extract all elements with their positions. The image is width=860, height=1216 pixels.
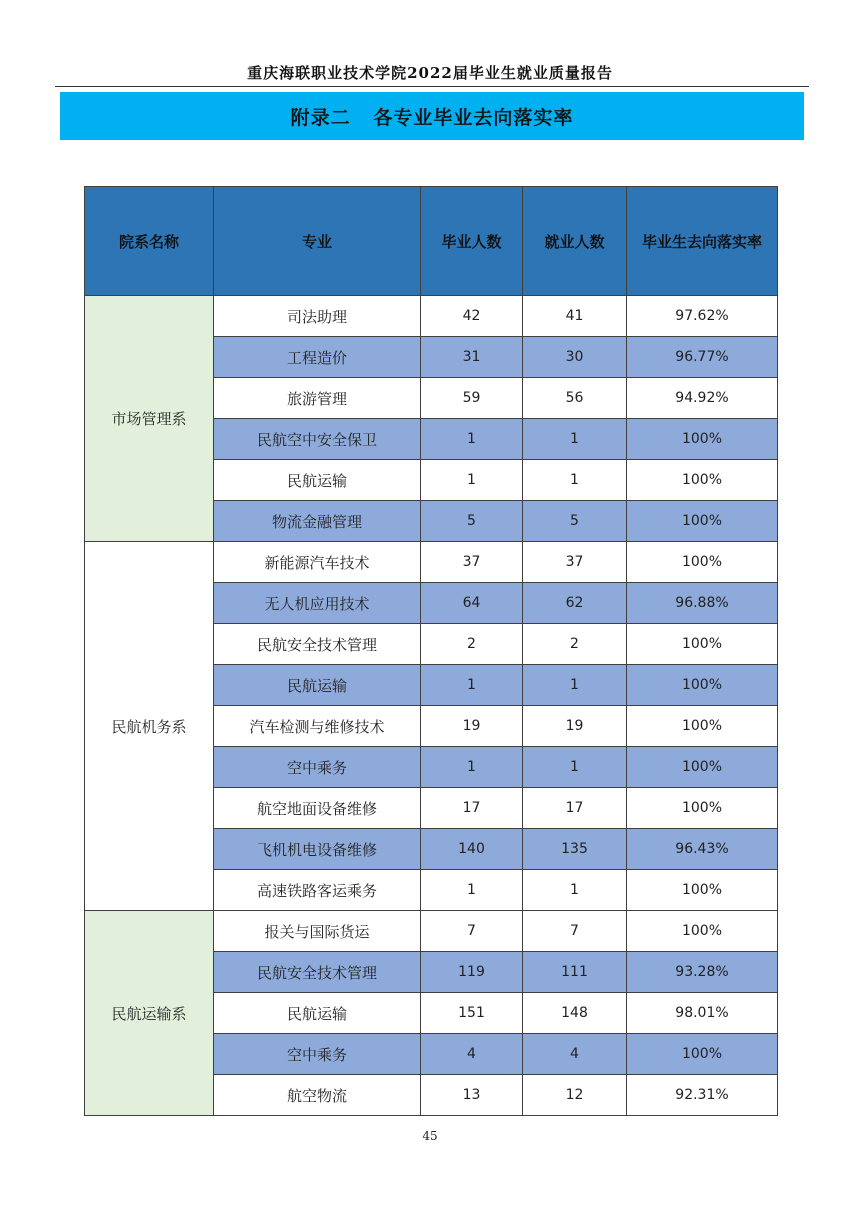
graduates-cell: 1 (421, 460, 523, 501)
section-title: 附录二 各专业毕业去向落实率 (290, 106, 574, 129)
major-cell: 司法助理 (214, 296, 421, 337)
graduates-cell: 2 (421, 624, 523, 665)
employed-cell: 1 (523, 419, 627, 460)
employed-cell: 148 (523, 993, 627, 1034)
rate-cell: 93.28% (627, 952, 778, 993)
major-cell: 民航安全技术管理 (214, 624, 421, 665)
rate-cell: 100% (627, 747, 778, 788)
major-cell: 工程造价 (214, 337, 421, 378)
graduates-cell: 5 (421, 501, 523, 542)
rate-cell: 100% (627, 911, 778, 952)
major-cell: 高速铁路客运乘务 (214, 870, 421, 911)
major-cell: 报关与国际货运 (214, 911, 421, 952)
graduates-cell: 151 (421, 993, 523, 1034)
table-header-row (85, 187, 778, 296)
employed-cell: 19 (523, 706, 627, 747)
header-rule (55, 86, 809, 87)
graduates-cell: 1 (421, 747, 523, 788)
employed-cell: 62 (523, 583, 627, 624)
major-cell: 民航安全技术管理 (214, 952, 421, 993)
rate-cell: 97.62% (627, 296, 778, 337)
major-cell: 民航空中安全保卫 (214, 419, 421, 460)
rate-cell: 100% (627, 706, 778, 747)
employed-cell: 56 (523, 378, 627, 419)
major-cell: 空中乘务 (214, 747, 421, 788)
employed-cell: 5 (523, 501, 627, 542)
running-header: 重庆海联职业技术学院2022届毕业生就业质量报告 (247, 64, 613, 82)
rate-cell: 100% (627, 1034, 778, 1075)
graduates-cell: 19 (421, 706, 523, 747)
major-cell: 物流金融管理 (214, 501, 421, 542)
table-body (85, 296, 778, 1116)
rate-cell: 94.92% (627, 378, 778, 419)
rate-cell: 100% (627, 419, 778, 460)
column-header-graduates: 毕业人数 (421, 187, 523, 296)
table-row (85, 296, 778, 337)
graduates-cell: 1 (421, 870, 523, 911)
graduates-cell: 1 (421, 665, 523, 706)
major-cell: 新能源汽车技术 (214, 542, 421, 583)
graduation-rate-table (84, 186, 778, 1116)
graduates-cell: 140 (421, 829, 523, 870)
major-cell: 民航运输 (214, 460, 421, 501)
major-cell: 旅游管理 (214, 378, 421, 419)
major-cell: 飞机机电设备维修 (214, 829, 421, 870)
employed-cell: 41 (523, 296, 627, 337)
employed-cell: 135 (523, 829, 627, 870)
employed-cell: 30 (523, 337, 627, 378)
graduates-cell: 119 (421, 952, 523, 993)
rate-cell: 100% (627, 788, 778, 829)
column-header-employed: 就业人数 (523, 187, 627, 296)
employed-cell: 7 (523, 911, 627, 952)
rate-cell: 100% (627, 460, 778, 501)
employed-cell: 37 (523, 542, 627, 583)
table-row (85, 911, 778, 952)
rate-cell: 100% (627, 665, 778, 706)
graduates-cell: 1 (421, 419, 523, 460)
graduates-cell: 7 (421, 911, 523, 952)
rate-cell: 92.31% (627, 1075, 778, 1116)
major-cell: 航空物流 (214, 1075, 421, 1116)
rate-cell: 100% (627, 624, 778, 665)
rate-cell: 100% (627, 542, 778, 583)
rate-cell: 98.01% (627, 993, 778, 1034)
section-title-band (60, 92, 804, 140)
page-number: 45 (422, 1129, 438, 1143)
graduates-cell: 13 (421, 1075, 523, 1116)
department-cell: 市场管理系 (85, 296, 214, 542)
table-row (85, 542, 778, 583)
graduates-cell: 42 (421, 296, 523, 337)
major-cell: 无人机应用技术 (214, 583, 421, 624)
rate-cell: 96.43% (627, 829, 778, 870)
employed-cell: 17 (523, 788, 627, 829)
major-cell: 民航运输 (214, 993, 421, 1034)
rate-cell: 100% (627, 870, 778, 911)
major-cell: 空中乘务 (214, 1034, 421, 1075)
employed-cell: 4 (523, 1034, 627, 1075)
rate-cell: 96.88% (627, 583, 778, 624)
rate-cell: 100% (627, 501, 778, 542)
employed-cell: 1 (523, 460, 627, 501)
graduates-cell: 64 (421, 583, 523, 624)
rate-cell: 96.77% (627, 337, 778, 378)
major-cell: 民航运输 (214, 665, 421, 706)
department-cell: 民航机务系 (85, 542, 214, 911)
graduates-cell: 37 (421, 542, 523, 583)
column-header-rate: 毕业生去向落实率 (627, 187, 778, 296)
graduates-cell: 4 (421, 1034, 523, 1075)
column-header-department: 院系名称 (85, 187, 214, 296)
column-header-major: 专业 (214, 187, 421, 296)
major-cell: 航空地面设备维修 (214, 788, 421, 829)
graduates-cell: 59 (421, 378, 523, 419)
graduates-cell: 17 (421, 788, 523, 829)
department-cell: 民航运输系 (85, 911, 214, 1116)
employed-cell: 111 (523, 952, 627, 993)
employed-cell: 1 (523, 870, 627, 911)
employed-cell: 1 (523, 747, 627, 788)
employed-cell: 2 (523, 624, 627, 665)
employed-cell: 1 (523, 665, 627, 706)
employed-cell: 12 (523, 1075, 627, 1116)
major-cell: 汽车检测与维修技术 (214, 706, 421, 747)
graduates-cell: 31 (421, 337, 523, 378)
